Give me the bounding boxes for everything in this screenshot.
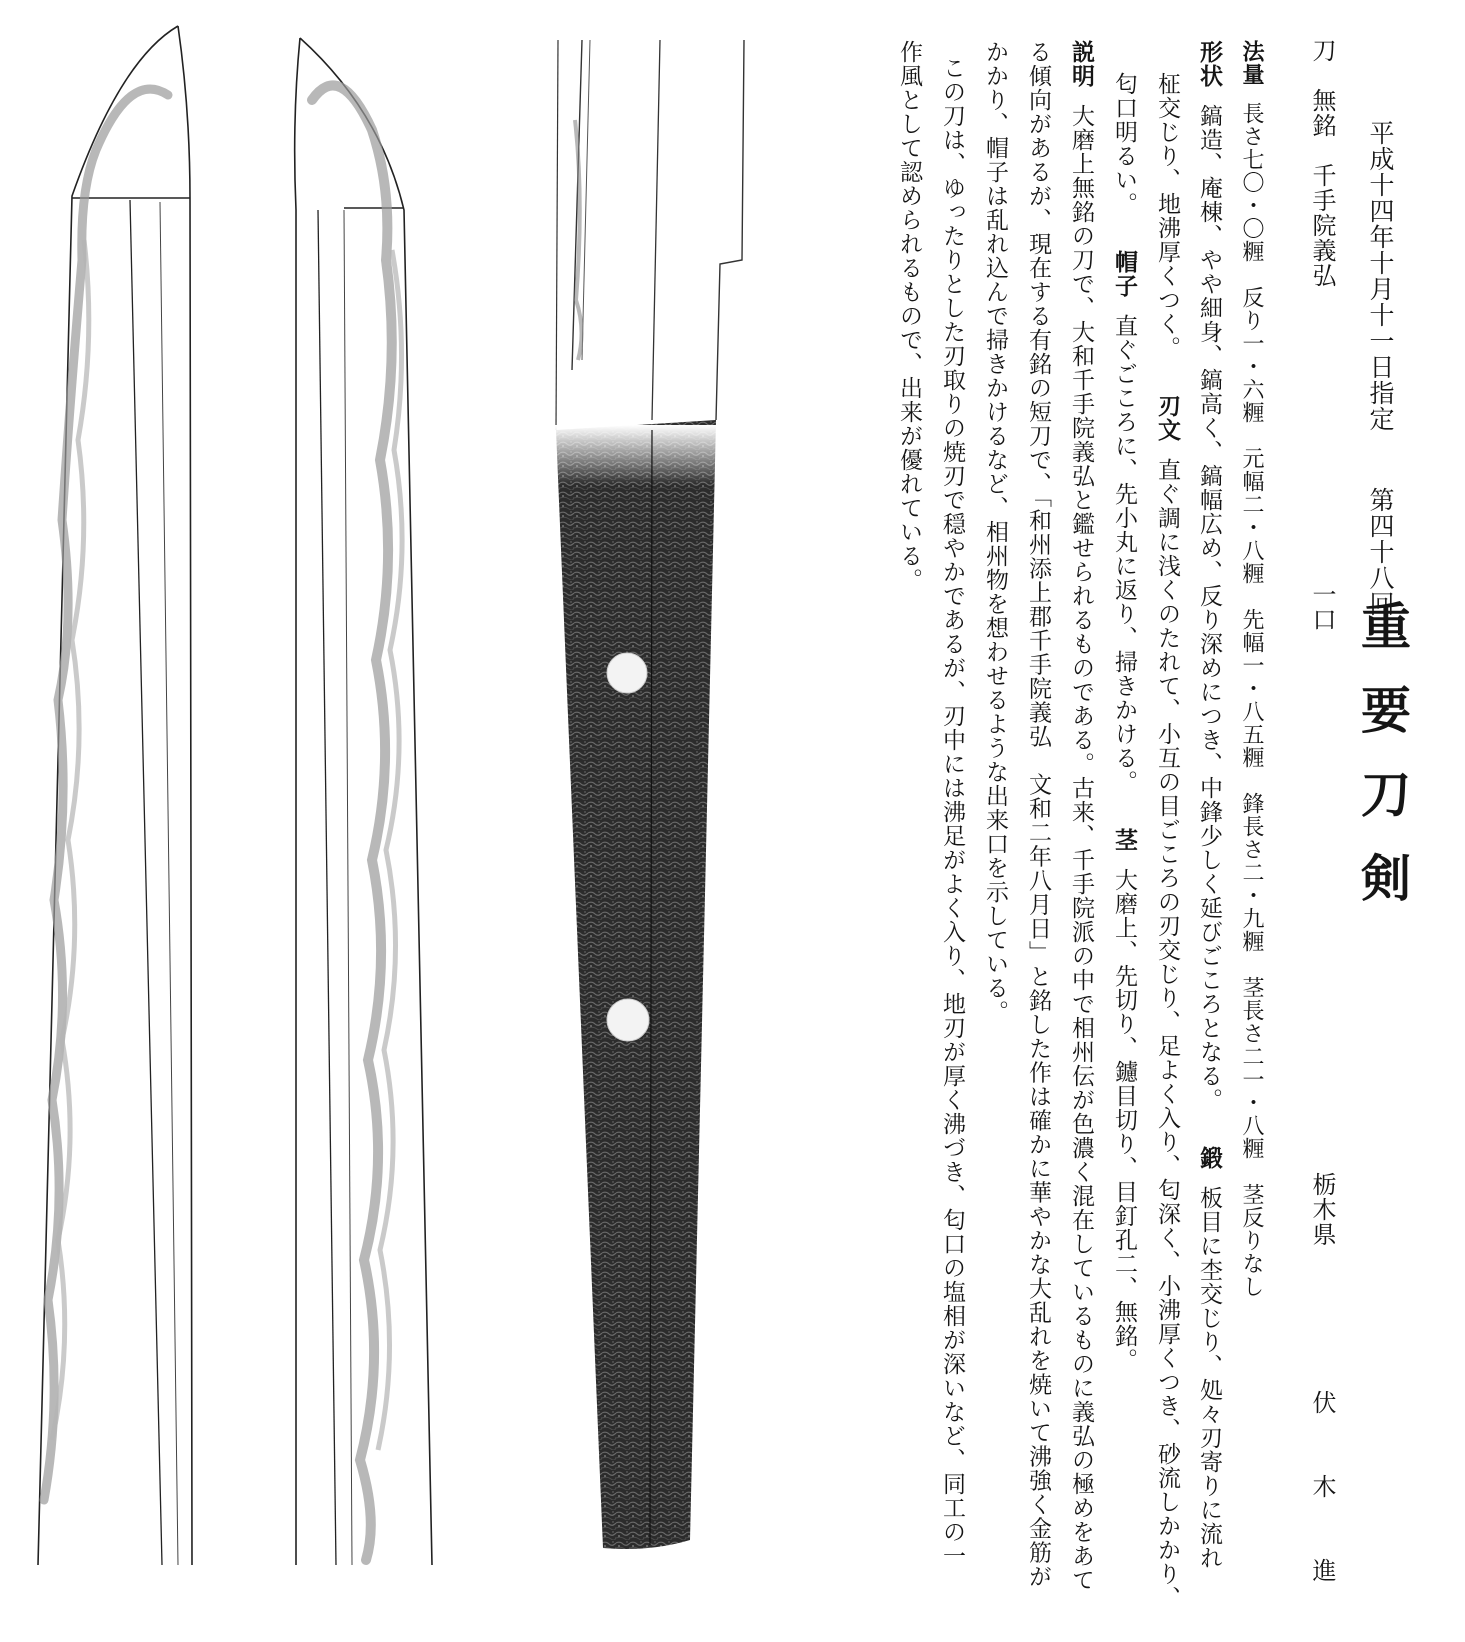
shape-text: 鎬造、庵棟、やや細身、鎬高く、鎬幅広め、反り深めにつき、中鋒少しく延びごころとなる。: [1196, 104, 1222, 1112]
hamon-label: 刃文: [1154, 394, 1180, 442]
blade-view-2: [295, 38, 432, 1565]
session-number: 第四十八回: [1366, 487, 1395, 617]
shape-line: [1197, 40, 1220, 1570]
owner-prefecture: 栃木県: [1308, 1172, 1336, 1247]
nakago-text: 大磨上、先切り、鑢目切り、目釘孔二、無銘。: [1111, 868, 1137, 1372]
description-line-5: 作風として認められるもので、出来が優れている。: [896, 40, 922, 592]
nakago-rubbing: [550, 40, 744, 1549]
item-count: 一口: [1308, 582, 1336, 632]
description-text-4: この刀は、ゆったりとした刃取りの焼刃で穏やかであるが、刃中には沸足がよく入り、地刃が厚く沸づき、匂口の塩相が深いなど、同工の一: [939, 56, 965, 1568]
page-title: 重要刀剣: [1353, 600, 1412, 936]
boshi-line: [1112, 40, 1135, 1372]
hamon-text: 直ぐ調に浅くのたれて、小互の目ごころの刃交じり、足よく入り、匂深く、小沸厚くつき、砂流しかかり、: [1154, 458, 1180, 1610]
nakago-label: 茎: [1111, 828, 1137, 852]
measurements-label: 法量: [1239, 40, 1264, 86]
description-text-1: 大磨上無銘の刀で、大和千手院義弘と鑑せられるものである。古来、千手院派の中で相州伝が色濃く混在しているものに義弘の極めをあて: [1068, 104, 1094, 1592]
owner-name: 伏木進: [1308, 1390, 1336, 1642]
shape-label: 形状: [1196, 40, 1222, 88]
boshi-label: 帽子: [1111, 250, 1137, 298]
boshi-text: 直ぐごころに、先小丸に返り、掃きかける。: [1111, 314, 1137, 794]
blade-view-1: [38, 26, 192, 1565]
measurements-text: 長さ七〇・〇糎 反り一・六糎 元幅二・八糎 先幅一・八五糎 鋒長さ二・九糎 茎長さ二一・八糎 茎反りなし: [1239, 102, 1264, 1298]
designation-date: 平成十四年十月十一日指定: [1366, 120, 1395, 432]
sword-name: 刀 無銘 千手院義弘: [1308, 38, 1336, 288]
description-label: 説明: [1068, 40, 1094, 88]
hamon-line: [1155, 40, 1178, 1610]
hamon-text-cont: 匂口明るい。: [1111, 72, 1137, 216]
forging-text-cont: 柾交じり、地沸厚くつく。: [1154, 72, 1180, 360]
description-line-4: [940, 40, 963, 1568]
measurements-line: [1240, 40, 1262, 1298]
description-line-2: る傾向があるが、現在する有銘の短刀で、「和州添上郡千手院義弘 文和二年八月日」と銘した作は確かに華やかな大乱れを焼いて沸強く金筋が: [1025, 40, 1051, 1589]
description-line-1: [1069, 40, 1092, 1592]
forging-label: 鍛: [1196, 1146, 1222, 1170]
description-line-3: かかり、帽子は乱れ込んで掃きかけるなど、相州物を想わせるような出来口を示している。: [982, 40, 1008, 1024]
forging-text: 板目に杢交じり、処々刃寄りに流れ: [1196, 1186, 1222, 1570]
